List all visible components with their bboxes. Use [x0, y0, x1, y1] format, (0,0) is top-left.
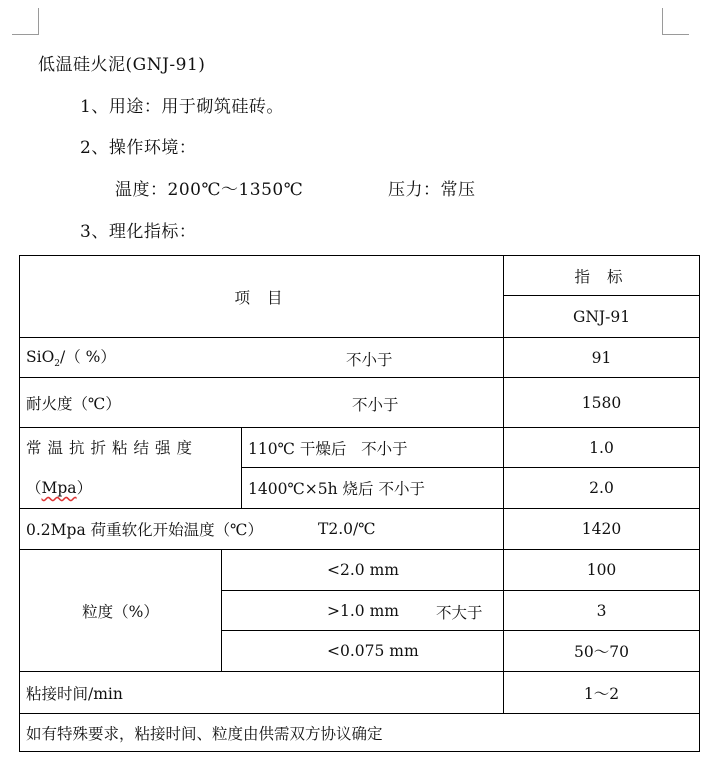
refractoriness-value: 1580: [504, 378, 700, 428]
grain-row2-cell: [222, 591, 504, 631]
environment-pressure: 压力：常压: [388, 180, 476, 200]
environment-temperature: 温度：200℃～1350℃: [115, 180, 304, 200]
bonding-time-label: 粘接时间/min: [20, 672, 504, 714]
refractoriness-condition: 不小于: [352, 396, 399, 414]
sio2-condition: 不小于: [346, 351, 393, 369]
refractoriness-label: 耐火度（℃）: [26, 394, 121, 413]
load-softening-value: 1420: [504, 509, 700, 550]
doc-title: 低温硅火泥(GNJ-91): [38, 55, 206, 75]
sio2-row: [20, 338, 504, 378]
strength-dried-value: 1.0: [504, 428, 700, 468]
page-corner-mark-top-right: [662, 8, 689, 35]
header-index-cell: 指 标: [504, 256, 700, 296]
sio2-value: 91: [504, 338, 700, 378]
grain-row2-limit: 不大于: [436, 604, 483, 622]
strength-label: 常温抗折粘结强度: [26, 439, 199, 457]
header-grade-cell: GNJ-91: [504, 296, 700, 338]
strength-fired-condition: 1400℃×5h 烧后 不小于: [242, 468, 504, 509]
grain-row3-value: 50～70: [504, 631, 700, 672]
usage-item: 1、用途：用于砌筑硅砖。: [80, 97, 284, 117]
grain-row1-condition: <2.0 mm: [222, 550, 504, 591]
grain-size-label: 粒度（%）: [20, 550, 222, 672]
load-softening-condition: T2.0/℃: [318, 520, 376, 538]
properties-heading: 3、理化指标：: [80, 222, 197, 242]
special-requirements-note: 如有特殊要求，粘接时间、粒度由供需双方协议确定: [20, 714, 700, 752]
grain-row2-condition: >1.0 mm: [327, 601, 399, 620]
strength-label-cell: [20, 428, 242, 509]
header-item-cell: 项 目: [20, 256, 504, 338]
refractoriness-row: [20, 378, 504, 428]
grain-row2-value: 3: [504, 591, 700, 631]
environment-heading: 2、操作环境：: [80, 138, 197, 158]
strength-unit: （Mpa）: [26, 479, 93, 497]
grain-row3-condition: <0.075 mm: [222, 631, 504, 672]
sio2-label: SiO$_2$/（ %）: [26, 348, 116, 370]
strength-fired-value: 2.0: [504, 468, 700, 509]
page-corner-mark-top-left: [12, 8, 39, 35]
strength-dried-condition: 110℃ 干燥后 不小于: [242, 428, 504, 468]
load-softening-label: 0.2Mpa 荷重软化开始温度（℃）: [26, 521, 263, 539]
bonding-time-value: 1～2: [504, 672, 700, 714]
properties-table: [19, 255, 700, 752]
grain-row1-value: 100: [504, 550, 700, 591]
load-softening-row: [20, 509, 504, 550]
